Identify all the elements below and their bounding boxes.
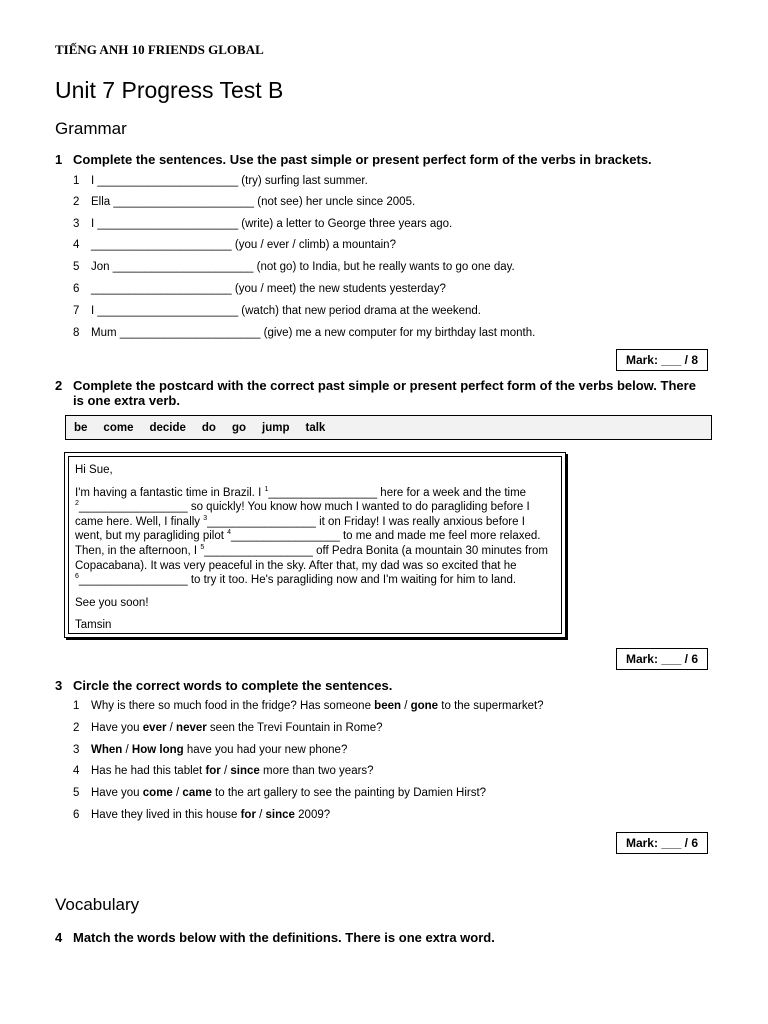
question-number: 3 bbox=[55, 678, 63, 693]
postcard-text bbox=[68, 456, 562, 634]
instruction-text: Circle the correct words to complete the sentences. bbox=[73, 678, 393, 693]
word-bank bbox=[65, 415, 712, 440]
instruction-text: Match the words below with the definitions. There is one extra word. bbox=[73, 930, 495, 945]
question-3-instruction bbox=[55, 678, 705, 693]
question-4-instruction bbox=[55, 930, 705, 945]
word-bank-item: come bbox=[103, 421, 134, 434]
list-item: 5 Have you come / came to the art gallery to see the painting by Damien Hirst? bbox=[73, 787, 487, 799]
word-bank-item: go bbox=[231, 421, 247, 434]
section-vocabulary-heading: Vocabulary bbox=[55, 895, 140, 914]
question-number: 2 bbox=[55, 378, 63, 393]
list-item: 1 I ______________________ (try) surfing last summer. bbox=[73, 175, 368, 187]
list-item: 7 I ______________________ (watch) that new period drama at the weekend. bbox=[73, 305, 482, 317]
postcard-line: I'm having a fantastic time in Brazil. I $^1$_________________ here for a week and the time bbox=[75, 485, 527, 499]
list-item: 8 Mum ______________________ (give) me a new computer for my birthday last month. bbox=[73, 327, 536, 339]
list-item: 1 Why is there so much food in the fridge? Has someone been / gone to the supermarket? bbox=[73, 700, 544, 712]
list-item: 6 ______________________ (you / meet) the new students yesterday? bbox=[73, 283, 446, 295]
list-item: 6 Have they lived in this house for / since 2009? bbox=[73, 809, 331, 821]
word-bank-item: be bbox=[74, 421, 88, 434]
postcard-line: Copacabana). It was very peaceful in the sky. After that, my dad was so excited that he bbox=[75, 559, 517, 572]
word-bank-item: decide bbox=[149, 421, 186, 434]
postcard-line: came here. Well, I finally $^3$_________________ it on Friday! I was really anxious before I bbox=[75, 514, 525, 528]
list-item: 4 ______________________ (you / ever / climb) a mountain? bbox=[73, 239, 396, 251]
postcard bbox=[64, 452, 566, 638]
question-2-instruction bbox=[55, 378, 705, 408]
list-item: 5 Jon ______________________ (not go) to India, but he really wants to go one day. bbox=[73, 261, 515, 273]
postcard-closing: See you soon! bbox=[75, 596, 149, 609]
mark-box-q3: Mark: ___ / 6 bbox=[616, 832, 708, 854]
mark-box-q1: Mark: ___ / 8 bbox=[616, 349, 708, 371]
section-grammar-heading: Grammar bbox=[55, 119, 127, 138]
question-1-instruction bbox=[55, 152, 705, 167]
page-title: Unit 7 Progress Test B bbox=[55, 77, 284, 103]
list-item: 2 Ella ______________________ (not see) her uncle since 2005. bbox=[73, 196, 416, 208]
instruction-text: Complete the postcard with the correct past simple or present perfect form of the verbs below. There is one extra verb. bbox=[73, 378, 696, 408]
postcard-line: Then, in the afternoon, I $^5$_________________ off Pedra Bonita (a mountain 30 minutes from bbox=[75, 544, 548, 557]
word-bank-item: talk bbox=[305, 421, 326, 434]
list-item: 2 Have you ever / never seen the Trevi Fountain in Rome? bbox=[73, 722, 383, 734]
word-bank-item: jump bbox=[262, 421, 290, 434]
mark-box-q2: Mark: ___ / 6 bbox=[616, 648, 708, 670]
question-number: 1 bbox=[55, 152, 63, 167]
word-bank-item: do bbox=[201, 421, 216, 434]
postcard-signature: Tamsin bbox=[75, 619, 112, 632]
postcard-line: $^2$_________________ so quickly! You know how much I wanted to do paragliding before I bbox=[75, 500, 530, 514]
book-header: TIẾNG ANH 10 FRIENDS GLOBAL bbox=[55, 42, 264, 57]
postcard-line: $^6$_________________ to try it too. He's paragliding now and I'm waiting for him to land. bbox=[75, 573, 517, 587]
postcard-greeting: Hi Sue, bbox=[75, 464, 113, 476]
postcard-line: went, but my paragliding pilot $^4$_________________ to me and made me feel more relaxed. bbox=[75, 529, 541, 543]
list-item: 3 I ______________________ (write) a letter to George three years ago. bbox=[73, 218, 453, 230]
list-item: 3 When / How long have you had your new phone? bbox=[73, 744, 348, 756]
question-number: 4 bbox=[55, 930, 63, 945]
list-item: 4 Has he had this tablet for / since more than two years? bbox=[73, 765, 374, 777]
instruction-text: Complete the sentences. Use the past simple or present perfect form of the verbs in brackets. bbox=[73, 152, 652, 167]
